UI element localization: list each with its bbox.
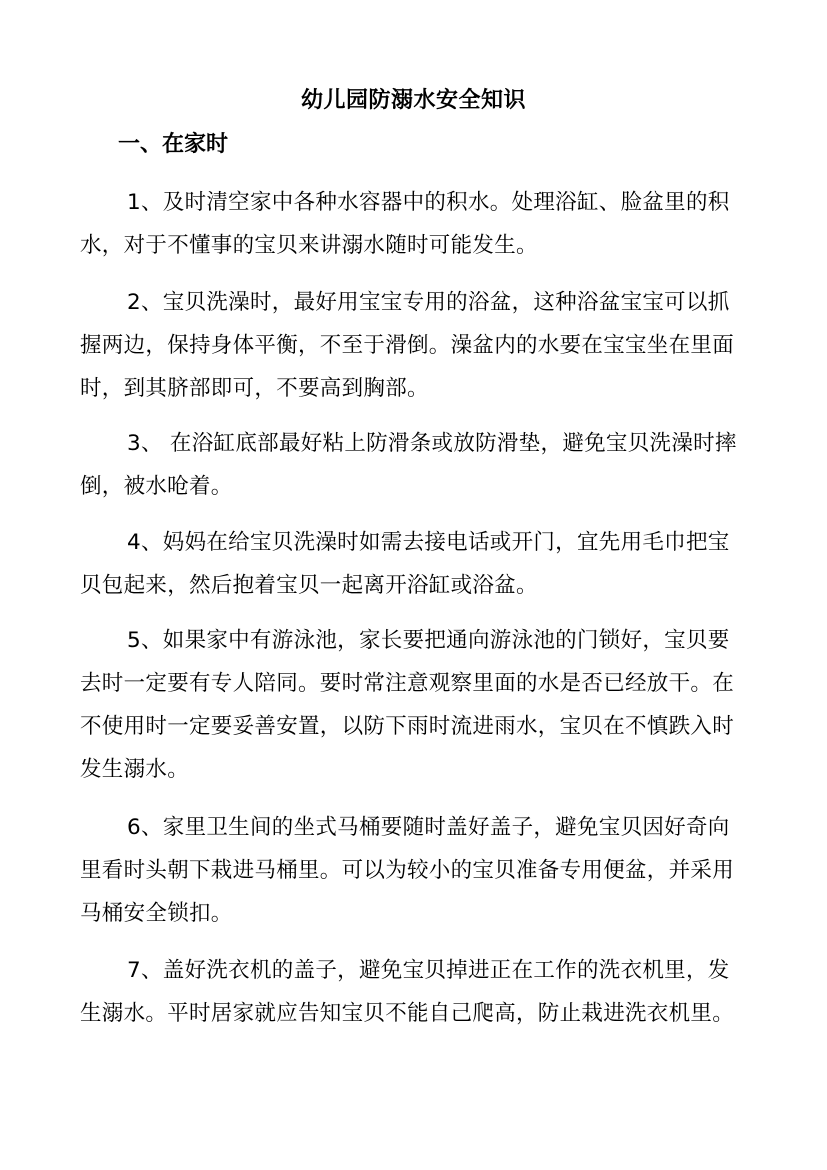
section-heading: 一、在家时 — [118, 132, 229, 157]
paragraph-5: 5、如果家中有游泳池，家长要把通向游泳池的门锁好，宝贝要去时一定要有专人陪同。要时常注意观察里面的水是否已经放干。在不使用时一定要妥善安置，以防下雨时流进雨水，宝贝在不慎跌入时发生溺水。 — [80, 628, 735, 782]
paragraph-7: 7、盖好洗衣机的盖子，避免宝贝掉进正在工作的洗衣机里，发生溺水。平时居家就应告知宝贝不能自己爬高，防止栽进洗衣机里。 — [80, 958, 735, 1026]
paragraph-3: 3、 在浴缸底部最好粘上防滑条或放防滑垫，避免宝贝洗澡时摔倒，被水呛着。 — [80, 431, 737, 499]
paragraph-6: 6、家里卫生间的坐式马桶要随时盖好盖子，避免宝贝因好奇向里看时头朝下栽进马桶里。可以为较小的宝贝准备专用便盆，并采用马桶安全锁扣。 — [80, 815, 735, 926]
document-title: 幼儿园防溺水安全知识 — [300, 88, 526, 113]
paragraph-1: 1、及时清空家中各种水容器中的积水。处理浴缸、脸盆里的积水，对于不懂事的宝贝来讲溺水随时可能发生。 — [80, 190, 730, 258]
paragraph-2: 2、宝贝洗澡时，最好用宝宝专用的浴盆，这种浴盆宝宝可以抓握两边，保持身体平衡，不至于滑倒。澡盆内的水要在宝宝坐在里面时，到其脐部即可，不要高到胸部。 — [80, 290, 735, 401]
paragraph-4: 4、妈妈在给宝贝洗澡时如需去接电话或开门，宜先用毛巾把宝贝包起来，然后抱着宝贝一起离开浴缸或浴盆。 — [80, 530, 730, 598]
